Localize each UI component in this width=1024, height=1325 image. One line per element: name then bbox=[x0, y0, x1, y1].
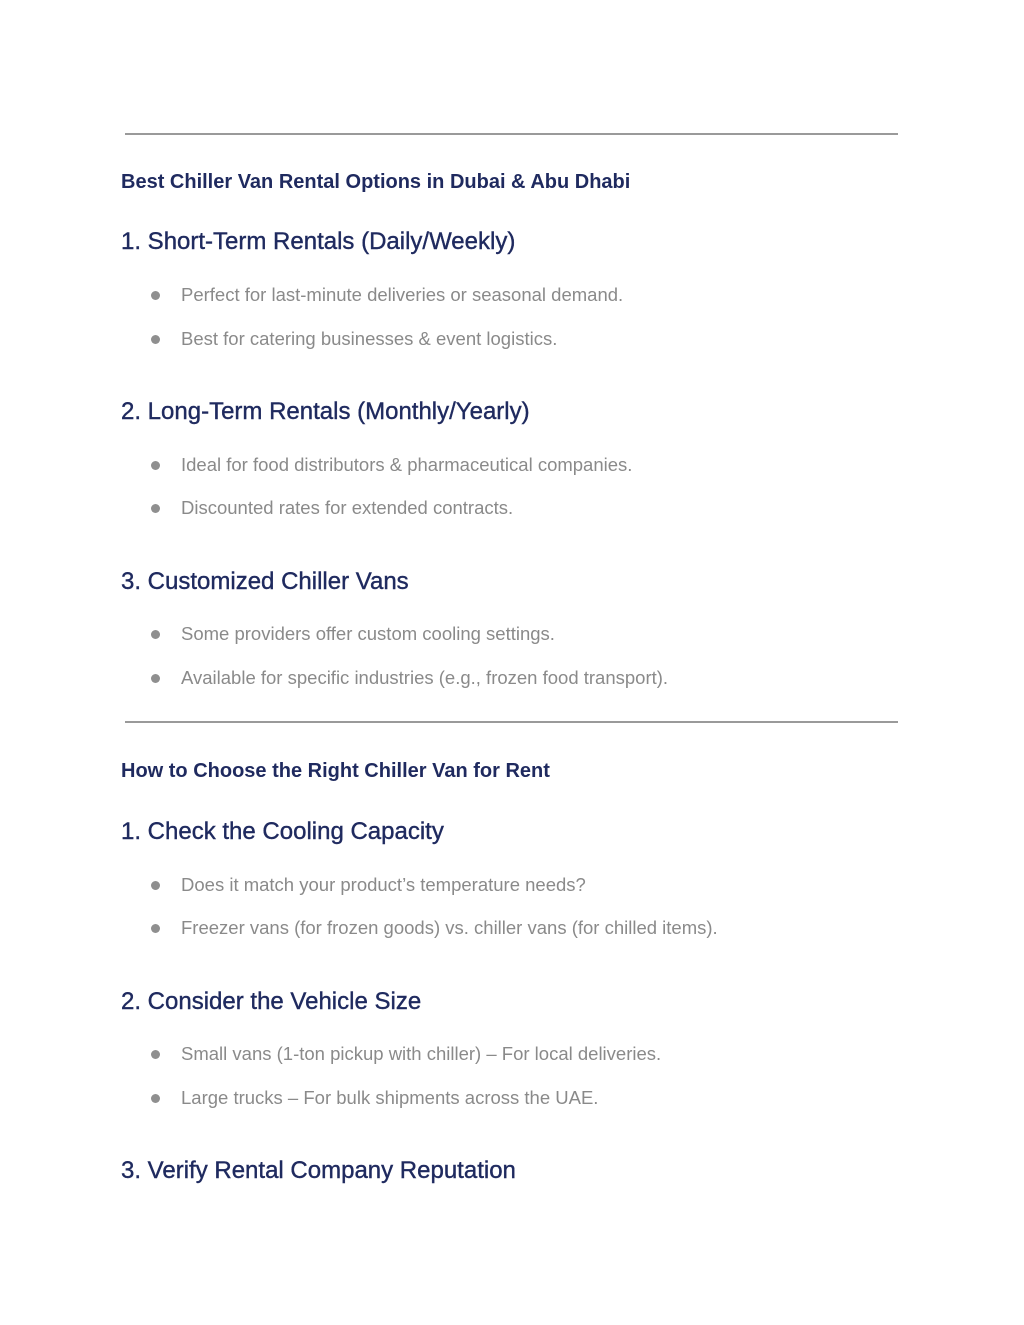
bullet-dot-icon bbox=[151, 461, 160, 470]
section-title-rental-options: Best Chiller Van Rental Options in Dubai & Abu Dhabi bbox=[121, 171, 631, 193]
bullet-dot-icon bbox=[151, 335, 160, 344]
list-item: Large trucks – For bulk shipments across the UAE. bbox=[151, 1087, 598, 1109]
divider-middle bbox=[125, 721, 898, 723]
list-item: Perfect for last-minute deliveries or seasonal demand. bbox=[151, 284, 623, 306]
heading-vehicle-size: 2. Consider the Vehicle Size bbox=[121, 988, 422, 1015]
heading-short-term: 1. Short-Term Rentals (Daily/Weekly) bbox=[121, 228, 516, 255]
list-item: Available for specific industries (e.g., frozen food transport). bbox=[151, 667, 668, 689]
divider-top bbox=[125, 133, 898, 135]
list-item: Discounted rates for extended contracts. bbox=[151, 497, 513, 519]
list-item: Freezer vans (for frozen goods) vs. chiller vans (for chilled items). bbox=[151, 917, 718, 939]
list-item: Best for catering businesses & event logistics. bbox=[151, 328, 557, 350]
bullet-dot-icon bbox=[151, 630, 160, 639]
heading-customized: 3. Customized Chiller Vans bbox=[121, 568, 409, 595]
list-item: Does it match your product’s temperature needs? bbox=[151, 874, 586, 896]
heading-company-reputation: 3. Verify Rental Company Reputation bbox=[121, 1157, 516, 1184]
bullet-dot-icon bbox=[151, 504, 160, 513]
list-item: Some providers offer custom cooling settings. bbox=[151, 623, 555, 645]
heading-long-term: 2. Long-Term Rentals (Monthly/Yearly) bbox=[121, 398, 530, 425]
heading-cooling-capacity: 1. Check the Cooling Capacity bbox=[121, 818, 444, 845]
list-item: Ideal for food distributors & pharmaceutical companies. bbox=[151, 454, 632, 476]
bullet-dot-icon bbox=[151, 674, 160, 683]
list-item: Small vans (1-ton pickup with chiller) – For local deliveries. bbox=[151, 1043, 661, 1065]
bullet-dot-icon bbox=[151, 881, 160, 890]
section-title-how-to-choose: How to Choose the Right Chiller Van for Rent bbox=[121, 760, 550, 782]
bullet-dot-icon bbox=[151, 1050, 160, 1059]
bullet-dot-icon bbox=[151, 1094, 160, 1103]
bullet-dot-icon bbox=[151, 924, 160, 933]
bullet-dot-icon bbox=[151, 291, 160, 300]
